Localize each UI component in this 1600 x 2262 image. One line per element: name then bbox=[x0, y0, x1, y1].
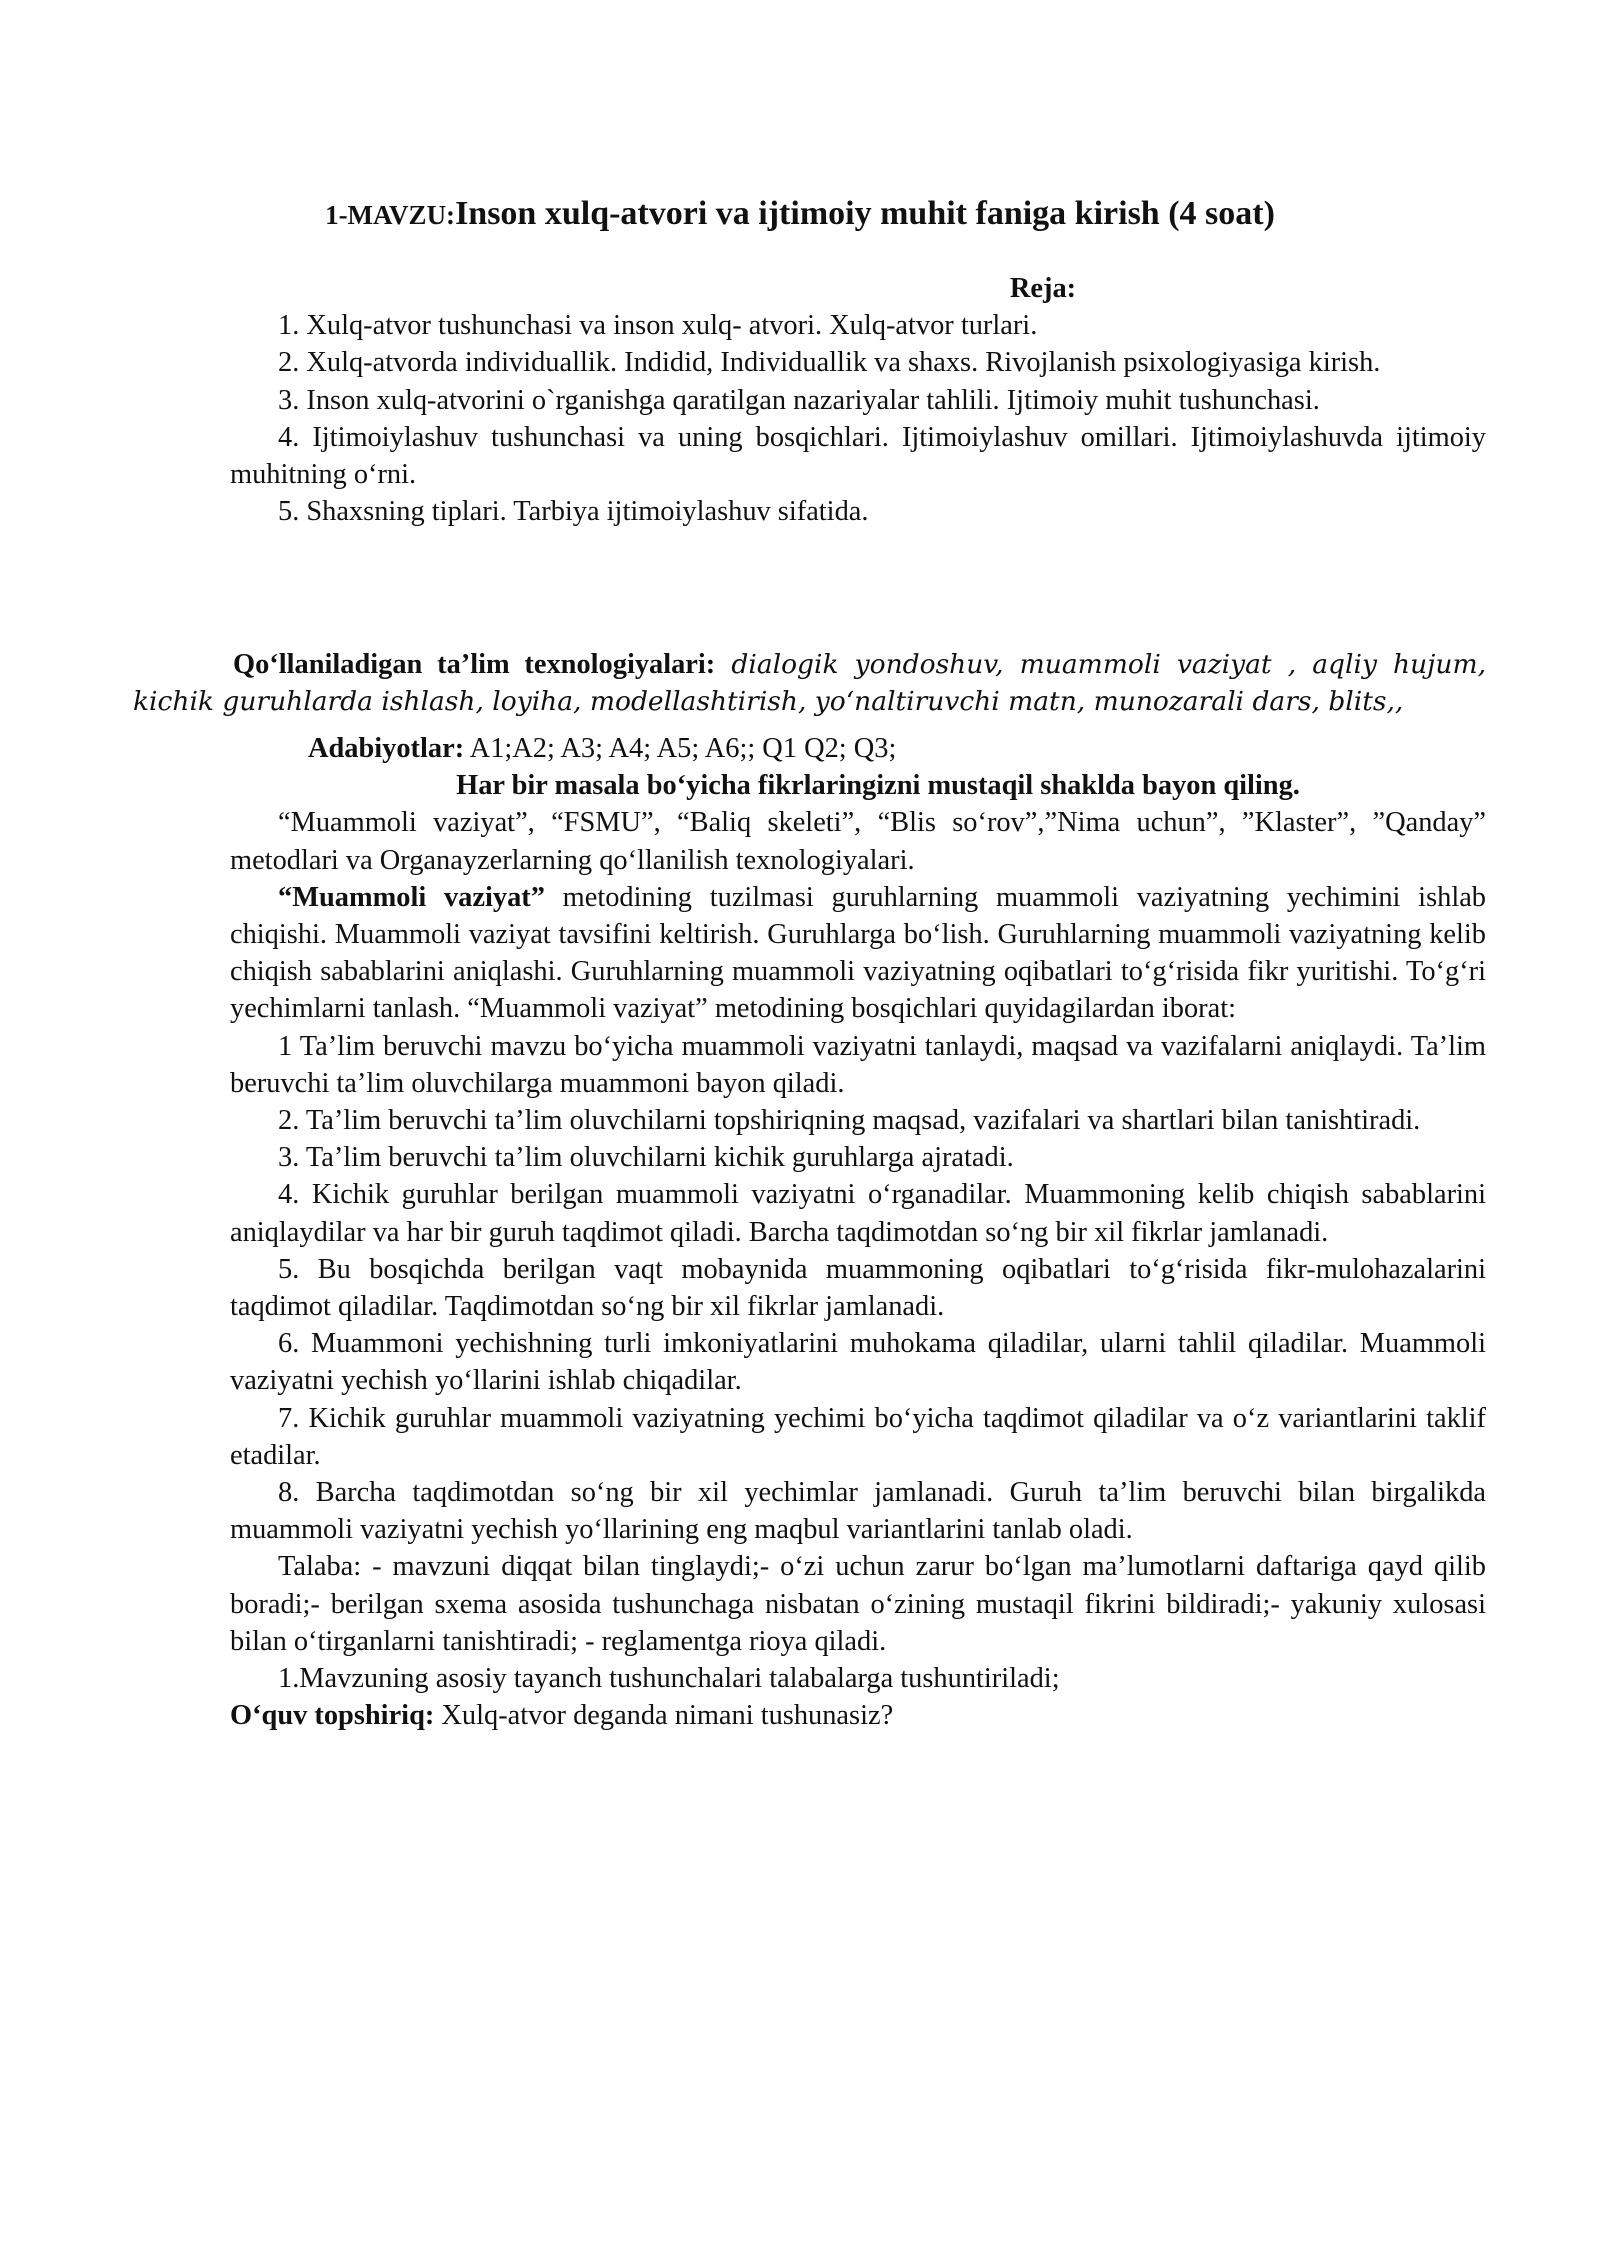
plan-item: 5. Shaxsning tiplari. Tarbiya ijtimoiylashuv sifatida. bbox=[278, 496, 869, 528]
method-structure-label: “Muammoli vaziyat” bbox=[278, 881, 545, 913]
page-title bbox=[0, 190, 1600, 244]
step-item: 2. Ta’lim beruvchi ta’lim oluvchilarni topshiriqning maqsad, vazifalari va shartlari bilan tanishtiradi. bbox=[278, 1105, 1421, 1137]
technologies-value: dialogik yondoshuv, muammoli vaziyat , aqliy hujum, kichik guruhlarda ishlash, loyiha, modellashtirish, yo‘naltiruvchi matn, munozarali dars, blits,, bbox=[133, 649, 1486, 718]
method-structure-value: metodining tuzilmasi guruhlarning muammoli vaziyatning yechimini ishlab chiqishi. Muammoli vaziyat tavsifini keltirish. Guruhlarga bo‘lish. Guruhlarning muammoli vaziyatning kelib chiqish sabablarini aniqlashi. Guruhlarning muammoli vaziyatning oqibatlari to‘g‘risida fikr yuritishi. To‘g‘ri yechimlarni tanlash. “Muammoli vaziyat” metodining bosqichlari quyidagilardan iborat: bbox=[230, 881, 1486, 1025]
plan-item: 4. Ijtimoiylashuv tushunchasi va uning bosqichlari. Ijtimoiylashuv omillari. Ijtimoiylashuvda ijtimoiy muhitning o‘rni. bbox=[230, 421, 1486, 491]
task-heading: Har bir masala bo‘yicha fikrlaringizni mustaqil shaklda bayon qiling. bbox=[456, 770, 1300, 802]
step-item: 6. Muammoni yechishning turli imkoniyatlarini muhokama qiladilar, ularni tahlil qiladilar. Muammoli vaziyatni yechish yo‘llarini ishlab chiqadilar. bbox=[230, 1328, 1486, 1397]
plan-section bbox=[230, 270, 1486, 530]
step-item: 1 Ta’lim beruvchi mavzu bo‘yicha muammoli vaziyatni tanlaydi, maqsad va vazifalarni aniqlaydi. Ta’lim beruvchi ta’lim oluvchilarga muammoni bayon qiladi. bbox=[230, 1030, 1486, 1099]
study-task-line bbox=[230, 1697, 1486, 1734]
plan-heading: Reja: bbox=[1009, 273, 1077, 304]
step-item: 7. Kichik guruhlar muammoli vaziyatning yechimi bo‘yicha taqdimot qiladilar va o‘z variantlarini taklif etadilar. bbox=[230, 1402, 1486, 1471]
technologies-label: Qo‘llaniladigan ta’lim texnologiyalari: bbox=[233, 649, 716, 680]
method-section bbox=[230, 730, 1486, 1734]
literature-value: A1;A2; A3; A4; A5; A6;; Q1 Q2; Q3; bbox=[464, 733, 897, 764]
literature-line bbox=[230, 730, 1486, 767]
technologies-paragraph bbox=[133, 646, 1486, 720]
title-prefix: 1-MAVZU: bbox=[325, 200, 456, 230]
study-task-value: Xulq-atvor deganda nimani tushunasiz? bbox=[434, 1700, 894, 1732]
method-structure-paragraph bbox=[230, 879, 1486, 1028]
plan-item: 3. Inson xulq-atvorini o`rganishga qaratilgan nazariyalar tahlili. Ijtimoiy muhit tushunchasi. bbox=[278, 384, 1320, 416]
plan-item: 2. Xulq-atvorda individuallik. Indidid, Individuallik va shaxs. Rivojlanish psixologiyasiga kirish. bbox=[278, 347, 1381, 379]
step-item: 8. Barcha taqdimotdan so‘ng bir xil yechimlar jamlanadi. Guruh ta’lim beruvchi bilan birgalikda muammoli vaziyatni yechish yo‘llarining eng maqbul variantlarini tanlab oladi. bbox=[230, 1477, 1486, 1546]
step-item: 5. Bu bosqichda berilgan vaqt mobaynida muammoning oqibatlari to‘g‘risida fikr-mulohazalarini taqdimot qiladilar. Taqdimotdan so‘ng bir xil fikrlar jamlanadi. bbox=[230, 1253, 1486, 1323]
title-main: Inson xulq-atvori va ijtimoiy muhit faniga kirish (4 soat) bbox=[455, 195, 1275, 232]
literature-label: Adabiyotlar: bbox=[308, 733, 465, 764]
study-task-label: O‘quv topshiriq: bbox=[230, 1700, 435, 1732]
methods-paragraph: “Muammoli vaziyat”, “FSMU”, “Baliq skeleti”, “Blis so‘rov”,”Nima uchun”, ”Klaster”, ”Qanday” metodlari va Organayzerlarning qo‘llanilish texnologiyalari. bbox=[230, 807, 1486, 876]
plan-item: 1. Xulq-atvor tushunchasi va inson xulq- atvori. Xulq-atvor turlari. bbox=[278, 310, 1038, 342]
step-item: 4. Kichik guruhlar berilgan muammoli vaziyatni o‘rganadilar. Muammoning kelib chiqish sabablarini aniqlaydilar va har bir guruh taqdimot qiladi. Barcha taqdimotdan so‘ng bir xil fikrlar jamlanadi. bbox=[230, 1179, 1486, 1248]
step-item: 3. Ta’lim beruvchi ta’lim oluvchilarni kichik guruhlarga ajratadi. bbox=[278, 1142, 1014, 1174]
student-paragraph: Talaba: - mavzuni diqqat bilan tinglaydi;- o‘zi uchun zarur bo‘lgan ma’lumotlarni daftariga qayd qilib boradi;- berilgan sxema asosida tushunchaga nisbatan o‘zining mustaqil fikrini bildiradi;- yakuniy xulosasi bilan o‘tirganlarni tanishtiradi; - reglamentga rioya qiladi. bbox=[230, 1551, 1486, 1657]
concepts-line: 1.Mavzuning asosiy tayanch tushunchalari talabalarga tushuntiriladi; bbox=[278, 1663, 1060, 1695]
